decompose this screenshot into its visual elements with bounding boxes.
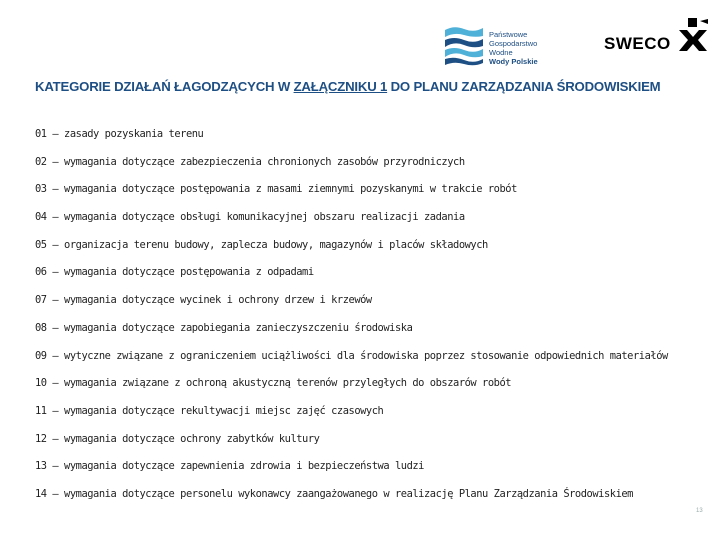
list-item: 14 – wymagania dotyczące personelu wykonawcy zaangażowanego w realizację Planu Zarządzania Środowiskiem bbox=[35, 487, 633, 500]
wp-line1: Państwowe bbox=[489, 30, 528, 39]
sweco-wordmark: SWECO bbox=[604, 34, 671, 53]
list-item: 12 – wymagania dotyczące ochrony zabytków kultury bbox=[35, 432, 320, 445]
list-item: 08 – wymagania dotyczące zapobiegania zanieczyszczeniu środowiska bbox=[35, 321, 413, 334]
page-number: 13 bbox=[696, 508, 703, 514]
sweco-figure-icon bbox=[678, 18, 710, 54]
list-item: 03 – wymagania dotyczące postępowania z masami ziemnymi pozyskanymi w trakcie robót bbox=[35, 183, 517, 196]
wody-polskie-logo bbox=[444, 22, 562, 68]
categories-list bbox=[35, 127, 668, 515]
title-suffix: DO PLANU ZARZĄDZANIA ŚRODOWISKIEM bbox=[390, 79, 661, 94]
list-item: 04 – wymagania dotyczące obsługi komunikacyjnej obszaru realizacji zadania bbox=[35, 211, 465, 224]
list-item: 11 – wymagania dotyczące rekultywacji miejsc zajęć czasowych bbox=[35, 404, 384, 417]
wp-line2: Gospodarstwo Wodne bbox=[489, 39, 538, 57]
list-item: 13 – wymagania dotyczące zapewnienia zdrowia i bezpieczeństwa ludzi bbox=[35, 460, 424, 473]
title-link-zalacznik[interactable]: ZAŁĄCZNIKU 1 bbox=[293, 79, 388, 94]
sweco-logo bbox=[604, 32, 710, 56]
list-item: 09 – wytyczne związane z ograniczeniem uciążliwości dla środowiska poprzez stosowanie odpowiednich materiałów bbox=[35, 349, 668, 362]
list-item: 06 – wymagania dotyczące postępowania z odpadami bbox=[35, 266, 314, 279]
title-prefix: KATEGORIE DZIAŁAŃ ŁAGODZĄCYCH W bbox=[35, 79, 291, 94]
list-item: 02 – wymagania dotyczące zabezpieczenia chronionych zasobów przyrodniczych bbox=[35, 155, 465, 168]
wp-line3: Wody Polskie bbox=[489, 57, 538, 66]
waves-icon bbox=[444, 22, 484, 68]
list-item: 01 – zasady pozyskania terenu bbox=[35, 128, 204, 140]
wody-polskie-text bbox=[489, 30, 562, 66]
list-item: 10 – wymagania związane z ochroną akustyczną terenów przyległych do obszarów robót bbox=[35, 377, 512, 390]
list-item: 07 – wymagania dotyczące wycinek i ochrony drzew i krzewów bbox=[35, 294, 372, 307]
page-title bbox=[35, 79, 660, 94]
list-item: 05 – organizacja terenu budowy, zaplecza budowy, magazynów i placów składowych bbox=[35, 238, 488, 251]
